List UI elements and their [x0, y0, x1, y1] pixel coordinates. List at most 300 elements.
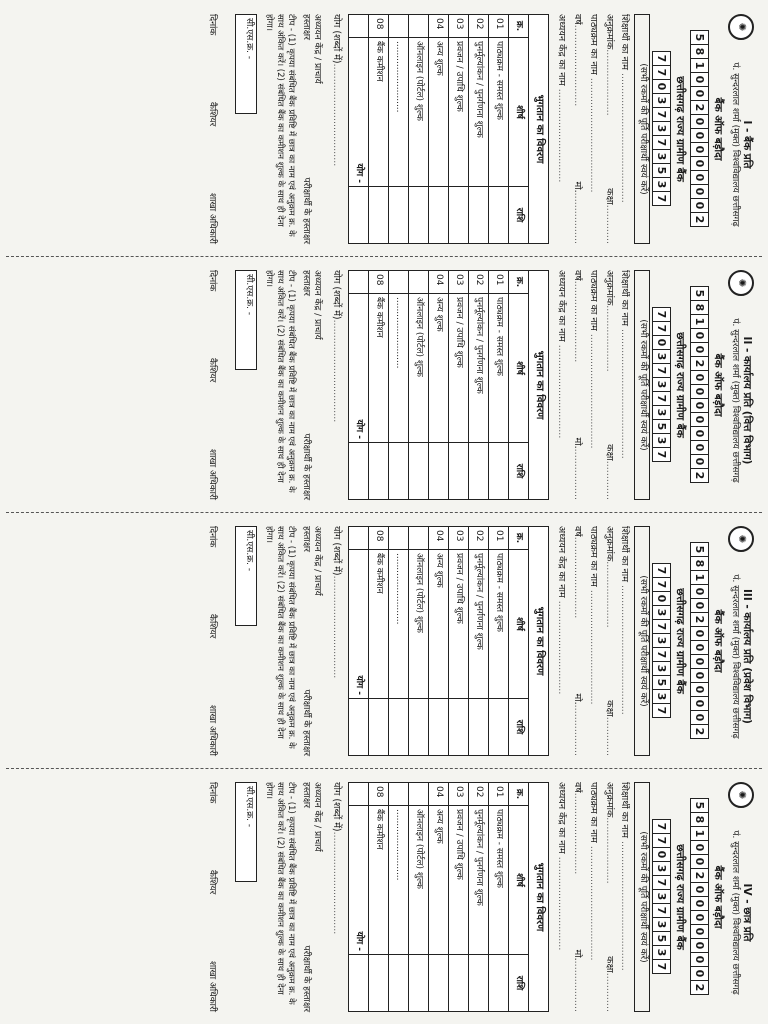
- account-digit: 3: [652, 93, 671, 108]
- bank2-name: छत्तीसगढ़ राज्य ग्रामीण बैंक: [673, 844, 686, 950]
- payment-caption: भुगतान का विवरण: [529, 527, 549, 756]
- row-sn: 08: [369, 783, 389, 806]
- row-amount-cell[interactable]: [489, 699, 509, 756]
- row-sn: [389, 271, 409, 294]
- table-row: [489, 783, 509, 1012]
- account-digit: 0: [690, 142, 709, 157]
- centre-signature-label: अध्ययन केंद्र / प्राचार्य: [312, 270, 323, 340]
- row-amount-cell[interactable]: [429, 955, 449, 1012]
- row-sn: [389, 783, 409, 806]
- total-amount-cell[interactable]: [349, 699, 369, 756]
- enrollment-class-field[interactable]: अनुक्रमांक...................... कक्षा.............: [603, 14, 615, 244]
- total-amount-cell[interactable]: [349, 443, 369, 500]
- amount-in-words-field[interactable]: योग (शब्दों में)..................................: [331, 270, 343, 423]
- account-digit: 0: [690, 696, 709, 711]
- row-sn: 08: [369, 15, 389, 38]
- account-digit: 0: [690, 198, 709, 213]
- copy-title: III - कार्यालय प्रति (प्रवेश विभाग): [741, 589, 754, 724]
- col-sn-header: क्र.: [509, 271, 529, 294]
- account-digit: 7: [652, 65, 671, 80]
- branch-officer-label: शाखा अधिकारी: [206, 192, 217, 244]
- table-row: [469, 15, 489, 244]
- cashier-label: कैशियर: [206, 870, 217, 895]
- table-row: [409, 15, 429, 244]
- row-sn: 02: [469, 15, 489, 38]
- year-mobile-field[interactable]: वर्ष........................... मो..................: [571, 270, 583, 500]
- row-amount-cell[interactable]: [489, 187, 509, 244]
- row-head: प्रवजन / उपाधि शुल्क: [449, 806, 469, 955]
- row-sn: 01: [489, 527, 509, 550]
- bank1-name: बैंक ऑफ बड़ौदा: [712, 353, 724, 417]
- account-digit: 0: [690, 626, 709, 641]
- account-digit: 3: [652, 945, 671, 960]
- account-digit: 0: [690, 896, 709, 911]
- row-head: प्रवजन / उपाधि शुल्क: [449, 294, 469, 443]
- table-row: [469, 527, 489, 756]
- date-label: दिनांक: [206, 782, 217, 804]
- table-row: [429, 15, 449, 244]
- enrollment-class-field[interactable]: अनुक्रमांक...................... कक्षा.............: [603, 270, 615, 500]
- account-digit: 5: [652, 675, 671, 690]
- account-digit: 0: [690, 854, 709, 869]
- date-label: दिनांक: [206, 14, 217, 36]
- row-sn: 04: [429, 271, 449, 294]
- payment-caption: भुगतान का विवरण: [529, 15, 549, 244]
- table-row: [409, 527, 429, 756]
- row-head: ऑनलाइन (पोर्टल) शुल्क: [409, 806, 429, 955]
- table-row: [369, 15, 389, 244]
- row-amount-cell[interactable]: [449, 955, 469, 1012]
- account-digit: 0: [690, 342, 709, 357]
- centre-signature-label: अध्ययन केंद्र / प्राचार्य: [312, 782, 323, 852]
- table-row: [389, 783, 409, 1012]
- account-digit: 0: [690, 598, 709, 613]
- row-sn: 01: [489, 783, 509, 806]
- university-logo-icon: ✺: [728, 270, 754, 296]
- account-digit: 7: [652, 191, 671, 206]
- account-digit: 8: [690, 300, 709, 315]
- centre-signature-label: अध्ययन केंद्र / प्राचार्य: [312, 526, 323, 596]
- student-name-field[interactable]: शिक्षार्थी का नाम ...........................................: [619, 782, 631, 971]
- student-signature-label: परीक्षार्थी के हस्ताक्षर: [301, 177, 311, 244]
- cashier-label: कैशियर: [206, 102, 217, 127]
- account-digit: 0: [690, 668, 709, 683]
- col-sn-header: क्र.: [509, 15, 529, 38]
- bank2-name: छत्तीसगढ़ राज्य ग्रामीण बैंक: [673, 588, 686, 694]
- account-digit: 5: [690, 286, 709, 301]
- row-amount-cell[interactable]: [469, 699, 489, 756]
- account-digit: 2: [690, 612, 709, 627]
- row-sn: 08: [369, 527, 389, 550]
- student-signature-label: परीक्षार्थी के हस्ताक्षर: [301, 689, 311, 756]
- account-digit: 7: [652, 833, 671, 848]
- account-digit: 8: [690, 44, 709, 59]
- row-amount-cell[interactable]: [409, 443, 429, 500]
- account-digit: 0: [690, 170, 709, 185]
- col-head-header: शीर्ष: [509, 38, 529, 187]
- course-name-field[interactable]: पाठ्यक्रम का नाम ......................................: [587, 526, 599, 705]
- row-head: ऑनलाइन (पोर्टल) शुल्क: [409, 294, 429, 443]
- row-amount-cell[interactable]: [369, 699, 389, 756]
- row-head: पाठ्यक्रम - समस्त शुल्क: [489, 550, 509, 699]
- account-digit: 5: [690, 798, 709, 813]
- year-mobile-field[interactable]: वर्ष........................... मो..................: [571, 782, 583, 1012]
- row-amount-cell[interactable]: [409, 187, 429, 244]
- account-digit: 0: [690, 384, 709, 399]
- branch-officer-label: शाखा अधिकारी: [206, 448, 217, 500]
- account-digit: 0: [690, 882, 709, 897]
- account-digit: 7: [652, 363, 671, 378]
- account-digit: 2: [690, 356, 709, 371]
- reference-number-box[interactable]: सी.एस.क्र. -: [235, 270, 257, 370]
- account-digit: 8: [690, 556, 709, 571]
- row-head: पुनर्मूल्यांकन / पुनर्गणना शुल्क: [469, 806, 489, 955]
- row-amount-cell[interactable]: [469, 187, 489, 244]
- account-digit: 0: [690, 86, 709, 101]
- row-sn: 02: [469, 271, 489, 294]
- row-sn: 01: [489, 271, 509, 294]
- account-digit: 2: [690, 212, 709, 227]
- row-head: बैंक कमीशन: [369, 38, 389, 187]
- reference-number-box[interactable]: सी.एस.क्र. -: [235, 782, 257, 882]
- row-head: अन्य शुल्क: [429, 294, 449, 443]
- amount-in-words-field[interactable]: योग (शब्दों में)..................................: [331, 526, 343, 679]
- branch-officer-label: शाखा अधिकारी: [206, 704, 217, 756]
- account-digit: 0: [690, 72, 709, 87]
- university-name: पं. सुन्दरलाल शर्मा (मुक्त) विश्वविद्यालय छत्तीसगढ़: [730, 574, 741, 739]
- table-row: [469, 271, 489, 500]
- payment-caption: भुगतान का विवरण: [529, 271, 549, 500]
- footnote: टीप - (1) कृपया संबंधित बैंक प्रविष्टि में छात्र का नाम एवं अनुक्रम क्र. के साथ अंकित करें। (2) संबंधित बैंक का कमीशन शुल्क के साथ ही देना होगा।: [263, 782, 296, 1005]
- row-amount-cell[interactable]: [449, 699, 469, 756]
- row-head: प्रवजन / उपाधि शुल्क: [449, 38, 469, 187]
- account-digit: 0: [690, 584, 709, 599]
- copy-title: II - कार्यालय प्रति (वित्त विभाग): [741, 336, 754, 465]
- account-digit: 2: [690, 468, 709, 483]
- challan-slip: [0, 258, 768, 510]
- row-sn: 04: [429, 783, 449, 806]
- col-sn-header: क्र.: [509, 783, 529, 806]
- cashier-label: कैशियर: [206, 358, 217, 383]
- table-row: [489, 15, 509, 244]
- account-digit: 1: [690, 314, 709, 329]
- bank1-name: बैंक ऑफ बड़ौदा: [712, 97, 724, 161]
- fill-instruction-note: (सभी रकमों की पूर्ति परीक्षार्थी स्वयं करें): [635, 782, 650, 1012]
- row-sn: [389, 15, 409, 38]
- account-digit: 7: [652, 819, 671, 834]
- account-digit: 3: [652, 177, 671, 192]
- table-row: [449, 527, 469, 756]
- account-digit: 0: [690, 924, 709, 939]
- university-name: पं. सुन्दरलाल शर्मा (मुक्त) विश्वविद्यालय छत्तीसगढ़: [730, 62, 741, 227]
- account-digit: 0: [652, 847, 671, 862]
- account-digit: 7: [652, 307, 671, 322]
- bank2-name: छत्तीसगढ़ राज्य ग्रामीण बैंक: [673, 332, 686, 438]
- account-digit: 3: [652, 861, 671, 876]
- course-name-field[interactable]: पाठ्यक्रम का नाम ......................................: [587, 14, 599, 193]
- amount-in-words-field[interactable]: योग (शब्दों में)..................................: [331, 782, 343, 935]
- total-label: योग -: [349, 806, 369, 955]
- row-head: .........................: [389, 806, 409, 955]
- col-amount-header: राशि: [509, 699, 529, 756]
- row-sn: 03: [449, 15, 469, 38]
- row-head: पाठ्यक्रम - समस्त शुल्क: [489, 294, 509, 443]
- table-row: [389, 15, 409, 244]
- row-amount-cell[interactable]: [389, 955, 409, 1012]
- year-mobile-field[interactable]: वर्ष........................... मो..................: [571, 526, 583, 756]
- table-row: [449, 15, 469, 244]
- course-name-field[interactable]: पाठ्यक्रम का नाम ......................................: [587, 270, 599, 449]
- bank2-account-number: [652, 14, 671, 244]
- branch-officer-label: शाखा अधिकारी: [206, 960, 217, 1012]
- row-amount-cell[interactable]: [489, 955, 509, 1012]
- row-sn: 03: [449, 271, 469, 294]
- account-digit: 3: [652, 405, 671, 420]
- row-head: बैंक कमीशन: [369, 806, 389, 955]
- account-digit: 2: [690, 100, 709, 115]
- bank1-account-number: [690, 782, 709, 1012]
- course-name-field[interactable]: पाठ्यक्रम का नाम ......................................: [587, 782, 599, 961]
- account-digit: 7: [652, 51, 671, 66]
- account-digit: 5: [652, 163, 671, 178]
- row-head: बैंक कमीशन: [369, 294, 389, 443]
- row-head: पाठ्यक्रम - समस्त शुल्क: [489, 806, 509, 955]
- account-digit: 7: [652, 563, 671, 578]
- student-signature-label: परीक्षार्थी के हस्ताक्षर: [301, 433, 311, 500]
- table-row: [429, 783, 449, 1012]
- account-digit: 2: [690, 724, 709, 739]
- account-digit: 7: [652, 903, 671, 918]
- bank1-name: बैंक ऑफ बड़ौदा: [712, 865, 724, 929]
- account-digit: 0: [690, 966, 709, 981]
- account-digit: 0: [690, 938, 709, 953]
- payment-caption: भुगतान का विवरण: [529, 783, 549, 1012]
- footnote: टीप - (1) कृपया संबंधित बैंक प्रविष्टि में छात्र का नाम एवं अनुक्रम क्र. के साथ अंकित करें। (2) संबंधित बैंक का कमीशन शुल्क के साथ ही देना होगा।: [263, 526, 296, 749]
- account-digit: 7: [652, 447, 671, 462]
- account-digit: 0: [690, 114, 709, 129]
- total-label: योग -: [349, 550, 369, 699]
- account-digit: 0: [690, 682, 709, 697]
- table-row: [369, 271, 389, 500]
- col-sn-header: क्र.: [509, 527, 529, 550]
- row-sn: [409, 527, 429, 550]
- col-amount-header: राशि: [509, 443, 529, 500]
- account-digit: 0: [690, 454, 709, 469]
- row-amount-cell[interactable]: [429, 443, 449, 500]
- student-name-field[interactable]: शिक्षार्थी का नाम ...........................................: [619, 526, 631, 715]
- row-sn: [409, 271, 429, 294]
- study-centre-field[interactable]: अध्ययन केंद्र का नाम ...............................: [556, 782, 567, 951]
- bank2-account-number: [652, 782, 671, 1012]
- row-sn: 01: [489, 15, 509, 38]
- row-head: प्रवजन / उपाधि शुल्क: [449, 550, 469, 699]
- account-digit: 0: [690, 952, 709, 967]
- table-row: [449, 271, 469, 500]
- study-centre-field[interactable]: अध्ययन केंद्र का नाम ...............................: [556, 526, 567, 695]
- reference-number-box[interactable]: सी.एस.क्र. -: [235, 14, 257, 114]
- challan-slip: [0, 514, 768, 766]
- study-centre-field[interactable]: अध्ययन केंद्र का नाम ...............................: [556, 14, 567, 183]
- table-row: [489, 527, 509, 756]
- row-amount-cell[interactable]: [389, 699, 409, 756]
- fill-instruction-note: (सभी रकमों की पूर्ति परीक्षार्थी स्वयं करें): [635, 270, 650, 500]
- account-digit: 3: [652, 917, 671, 932]
- account-digit: 2: [690, 868, 709, 883]
- total-amount-cell[interactable]: [349, 955, 369, 1012]
- account-digit: 0: [690, 412, 709, 427]
- bank2-account-number: [652, 526, 671, 756]
- table-row: [469, 783, 489, 1012]
- account-digit: 1: [690, 826, 709, 841]
- student-name-field[interactable]: शिक्षार्थी का नाम ...........................................: [619, 270, 631, 459]
- row-amount-cell[interactable]: [449, 187, 469, 244]
- amount-in-words-field[interactable]: योग (शब्दों में)..................................: [331, 14, 343, 167]
- cut-line: [6, 768, 762, 769]
- row-sn: [409, 783, 429, 806]
- row-amount-cell[interactable]: [409, 699, 429, 756]
- account-digit: 7: [652, 959, 671, 974]
- cashier-label: कैशियर: [206, 614, 217, 639]
- row-head: .........................: [389, 294, 409, 443]
- row-head: अन्य शुल्क: [429, 806, 449, 955]
- account-digit: 7: [652, 321, 671, 336]
- date-label: दिनांक: [206, 270, 217, 292]
- bank1-account-number: [690, 14, 709, 244]
- row-head: ऑनलाइन (पोर्टल) शुल्क: [409, 38, 429, 187]
- copy-title: I - बैंक प्रति: [741, 120, 754, 169]
- table-row: [369, 783, 389, 1012]
- table-row: [389, 527, 409, 756]
- account-digit: 7: [652, 619, 671, 634]
- row-amount-cell[interactable]: [369, 443, 389, 500]
- centre-signature-label: अध्ययन केंद्र / प्राचार्य: [312, 14, 323, 84]
- row-amount-cell[interactable]: [369, 187, 389, 244]
- account-digit: 5: [652, 419, 671, 434]
- footnote: टीप - (1) कृपया संबंधित बैंक प्रविष्टि में छात्र का नाम एवं अनुक्रम क्र. के साथ अंकित करें। (2) संबंधित बैंक का कमीशन शुल्क के साथ ही देना होगा।: [263, 270, 296, 493]
- row-head: अन्य शुल्क: [429, 38, 449, 187]
- account-digit: 0: [690, 156, 709, 171]
- copy-title: IV - छात्र प्रति: [741, 883, 754, 942]
- account-digit: 0: [690, 370, 709, 385]
- account-digit: 3: [652, 149, 671, 164]
- account-digit: 5: [690, 30, 709, 45]
- row-sn: 02: [469, 527, 489, 550]
- row-amount-cell[interactable]: [429, 187, 449, 244]
- bank1-account-number: [690, 526, 709, 756]
- account-digit: 7: [652, 647, 671, 662]
- row-sn: 03: [449, 527, 469, 550]
- enrollment-class-field[interactable]: अनुक्रमांक...................... कक्षा.............: [603, 526, 615, 756]
- cut-line: [6, 512, 762, 513]
- account-digit: 3: [652, 889, 671, 904]
- col-head-header: शीर्ष: [509, 550, 529, 699]
- study-centre-field[interactable]: अध्ययन केंद्र का नाम ...............................: [556, 270, 567, 439]
- centre-signature-sub: हस्ताक्षर: [301, 270, 311, 296]
- col-head-header: शीर्ष: [509, 294, 529, 443]
- table-row: [409, 783, 429, 1012]
- account-digit: 0: [690, 426, 709, 441]
- total-label: योग -: [349, 294, 369, 443]
- row-amount-cell[interactable]: [449, 443, 469, 500]
- bank2-name: छत्तीसगढ़ राज्य ग्रामीण बैंक: [673, 76, 686, 182]
- account-digit: 0: [690, 398, 709, 413]
- table-row: [489, 271, 509, 500]
- row-sn: [409, 15, 429, 38]
- account-digit: 3: [652, 605, 671, 620]
- student-name-field[interactable]: शिक्षार्थी का नाम ...........................................: [619, 14, 631, 203]
- row-amount-cell[interactable]: [469, 443, 489, 500]
- account-digit: 1: [690, 58, 709, 73]
- account-digit: 0: [690, 654, 709, 669]
- row-amount-cell[interactable]: [409, 955, 429, 1012]
- account-digit: 0: [690, 910, 709, 925]
- row-amount-cell[interactable]: [389, 443, 409, 500]
- row-amount-cell[interactable]: [469, 955, 489, 1012]
- row-head: पाठ्यक्रम - समस्त शुल्क: [489, 38, 509, 187]
- account-digit: 3: [652, 121, 671, 136]
- row-amount-cell[interactable]: [369, 955, 389, 1012]
- account-digit: 0: [690, 840, 709, 855]
- row-amount-cell[interactable]: [429, 699, 449, 756]
- footnote: टीप - (1) कृपया संबंधित बैंक प्रविष्टि में छात्र का नाम एवं अनुक्रम क्र. के साथ अंकित करें। (2) संबंधित बैंक का कमीशन शुल्क के साथ ही देना होगा।: [263, 14, 296, 237]
- row-sn: 02: [469, 783, 489, 806]
- challan-slip: [0, 2, 768, 254]
- total-amount-cell[interactable]: [349, 187, 369, 244]
- table-row: [429, 527, 449, 756]
- payment-details-table: [348, 270, 549, 500]
- payment-details-table: [348, 526, 549, 756]
- year-mobile-field[interactable]: वर्ष........................... मो..................: [571, 14, 583, 244]
- centre-signature-sub: हस्ताक्षर: [301, 782, 311, 808]
- centre-signature-sub: हस्ताक्षर: [301, 14, 311, 40]
- account-digit: 8: [690, 812, 709, 827]
- row-head: अन्य शुल्क: [429, 550, 449, 699]
- table-row: [449, 783, 469, 1012]
- col-head-header: शीर्ष: [509, 806, 529, 955]
- account-digit: 0: [690, 328, 709, 343]
- account-digit: 7: [652, 703, 671, 718]
- date-label: दिनांक: [206, 526, 217, 548]
- account-digit: 0: [690, 440, 709, 455]
- row-sn: [389, 527, 409, 550]
- account-digit: 3: [652, 633, 671, 648]
- account-digit: 0: [690, 710, 709, 725]
- enrollment-class-field[interactable]: अनुक्रमांक...................... कक्षा.............: [603, 782, 615, 1012]
- row-amount-cell[interactable]: [389, 187, 409, 244]
- row-sn: 03: [449, 783, 469, 806]
- fill-instruction-note: (सभी रकमों की पूर्ति परीक्षार्थी स्वयं करें): [635, 14, 650, 244]
- row-amount-cell[interactable]: [489, 443, 509, 500]
- row-head: पुनर्मूल्यांकन / पुनर्गणना शुल्क: [469, 38, 489, 187]
- bank1-name: बैंक ऑफ बड़ौदा: [712, 609, 724, 673]
- cut-line: [6, 256, 762, 257]
- row-head: पुनर्मूल्यांकन / पुनर्गणना शुल्क: [469, 294, 489, 443]
- account-digit: 0: [652, 335, 671, 350]
- account-digit: 1: [690, 570, 709, 585]
- table-row: [369, 527, 389, 756]
- fill-instruction-note: (सभी रकमों की पूर्ति परीक्षार्थी स्वयं करें): [635, 526, 650, 756]
- centre-signature-sub: हस्ताक्षर: [301, 526, 311, 552]
- row-sn: 04: [429, 15, 449, 38]
- row-head: .........................: [389, 550, 409, 699]
- reference-number-box[interactable]: सी.एस.क्र. -: [235, 526, 257, 626]
- account-digit: 7: [652, 107, 671, 122]
- account-digit: 0: [690, 640, 709, 655]
- university-logo-icon: ✺: [728, 14, 754, 40]
- account-digit: 0: [652, 79, 671, 94]
- bank1-account-number: [690, 270, 709, 500]
- account-digit: 0: [690, 128, 709, 143]
